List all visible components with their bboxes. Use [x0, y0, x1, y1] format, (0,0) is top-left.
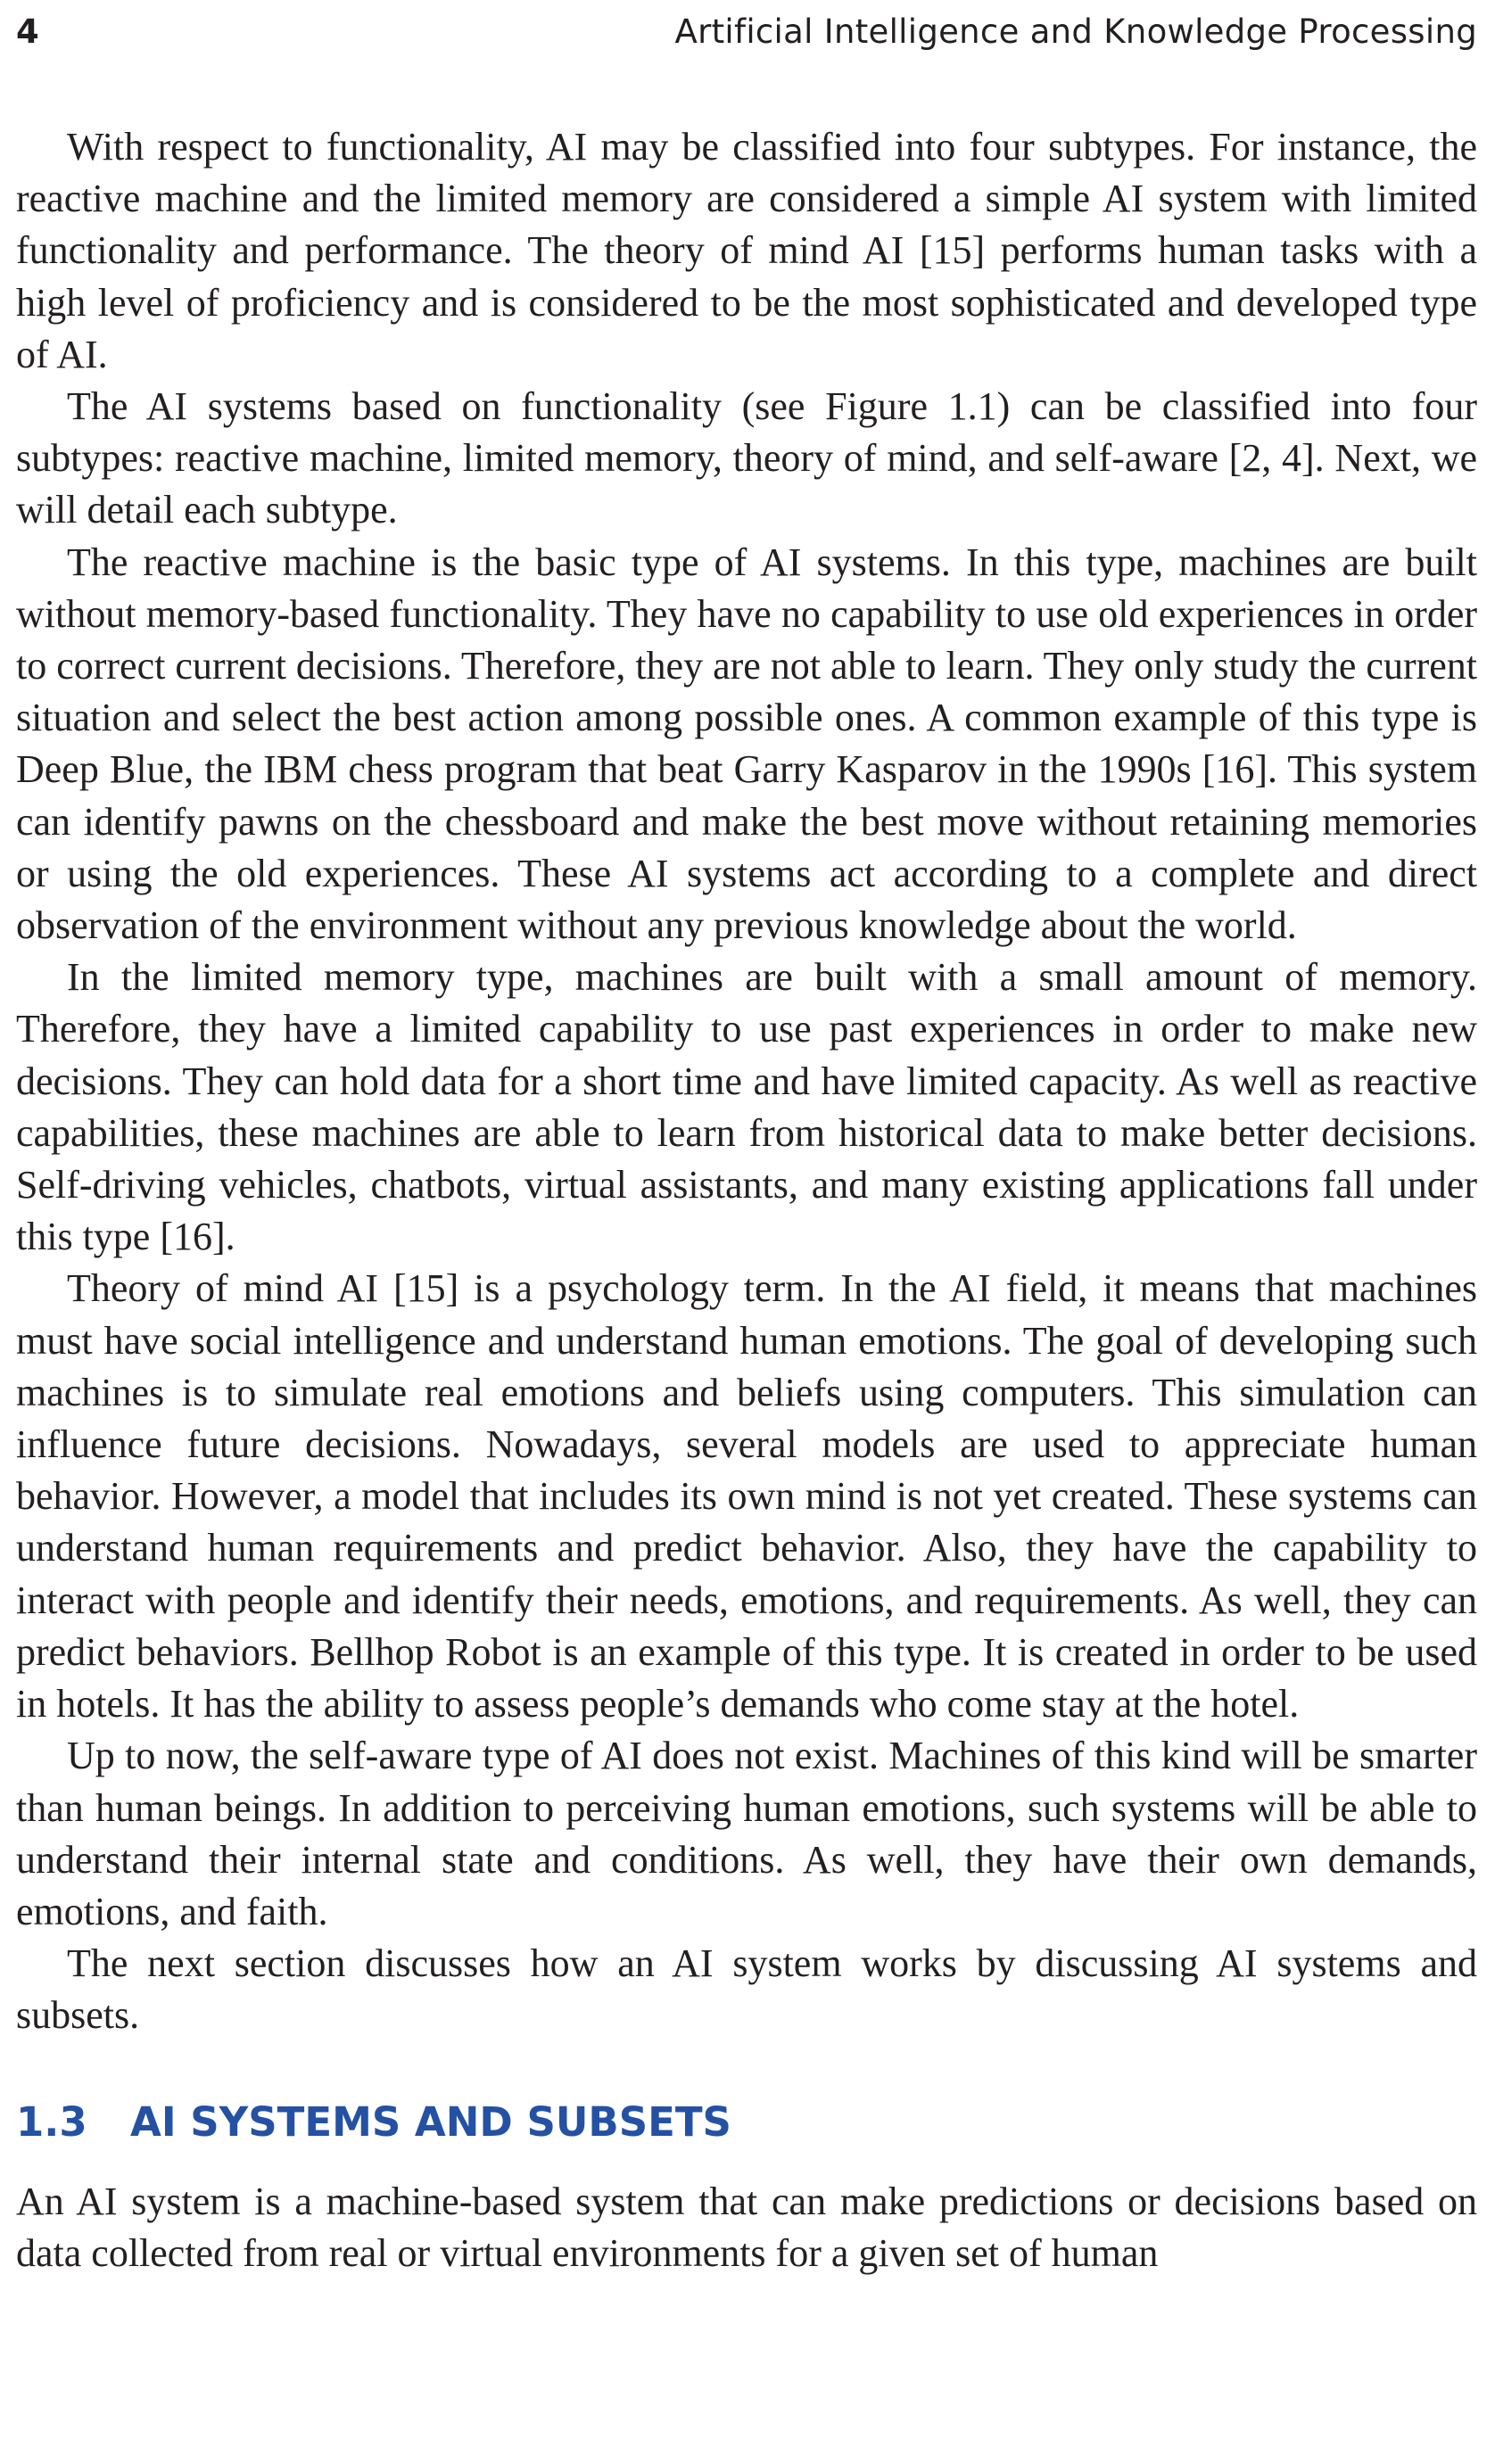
paragraph-functionality-intro: With respect to functionality, AI may be classified into four subtypes. For instance, the reactive machine and the limited memory are considered a simple AI system with limited functionality and performance. The theory of mind AI [15] performs human tasks with a high level of proficiency and is considered to be the most sophisticated and developed type of AI. [16, 125, 1477, 376]
section-heading [16, 2096, 1477, 2149]
paragraph-limited-memory: In the limited memory type, machines are built with a small amount of memory. Therefore, they have a limited capability to use past experiences in order to make new decisions. They can hold data for a short time and have limited capacity. As well as reactive capabilities, these machines are able to learn from historical data to make better decisions. Self-driving vehicles, chatbots, virtual assistants, and many existing applications fall under this type [16]. [16, 955, 1477, 1259]
page-number: 4 [16, 12, 39, 51]
paragraph-four-subtypes: The AI systems based on functionality (see Figure 1.1) can be classified into four subtypes: reactive machine, limited memory, theory of mind, and self-aware [2, 4]. Next, we will detail each subtype. [16, 384, 1477, 532]
paragraph-ai-system-definition: An AI system is a machine-based system that can make predictions or decisions based on data collected from real or virtual environments for a given set of human [16, 2179, 1477, 2275]
section-title: AI SYSTEMS AND SUBSETS [130, 2097, 731, 2146]
body-text [16, 121, 1477, 2279]
section-number: 1.3 [16, 2097, 87, 2146]
document-page [16, 0, 1477, 2464]
running-title: Artificial Intelligence and Knowledge Processing [674, 12, 1477, 51]
paragraph-self-aware: Up to now, the self-aware type of AI does not exist. Machines of this kind will be smarter than human beings. In addition to perceiving human emotions, such systems will be able to understand their internal state and conditions. As well, they have their own demands, emotions, and faith. [16, 1734, 1477, 1933]
running-header [16, 5, 1477, 59]
paragraph-reactive-machine: The reactive machine is the basic type of AI systems. In this type, machines are built without memory-based functionality. They have no capability to use old experiences in order to correct current decisions. Therefore, they are not able to learn. They only study the current situation and select the best action among possible ones. A common example of this type is Deep Blue, the IBM chess program that beat Garry Kasparov in the 1990s [16]. This system can identify pawns on the chessboard and make the best move without retaining memories or using the old experiences. These AI systems act according to a complete and direct observation of the environment without any previous knowledge about the world. [16, 540, 1477, 948]
paragraph-theory-of-mind: Theory of mind AI [15] is a psychology term. In the AI field, it means that machines must have social intelligence and understand human emotions. The goal of developing such machines is to simulate real emotions and beliefs using computers. This simulation can influence future decisions. Nowadays, several models are used to appreciate human behavior. However, a model that includes its own mind is not yet created. These systems can understand human requirements and predict behavior. Also, they have the capability to interact with people and identify their needs, emotions, and requirements. As well, they can predict behaviors. Bellhop Robot is an example of this type. It is created in order to be used in hotels. It has the ability to assess people’s demands who come stay at the hotel. [16, 1266, 1477, 1726]
paragraph-next-section: The next section discusses how an AI system works by discussing AI systems and subsets. [16, 1941, 1477, 2038]
